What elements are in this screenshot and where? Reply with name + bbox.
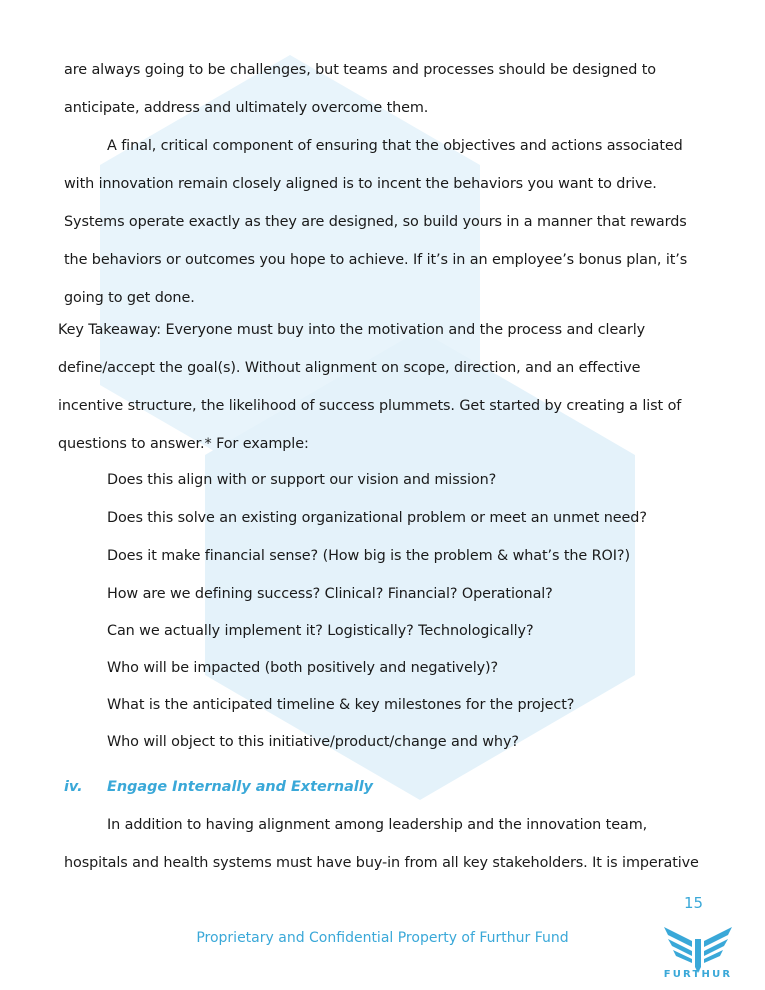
paragraph-2-line-3: Systems operate exactly as they are designed, so build yours in a manner that rewards <box>64 214 687 230</box>
paragraph-2-line-5: going to get done. <box>64 290 195 306</box>
paragraph-2-line-4: the behaviors or outcomes you hope to achieve. If it’s in an employee’s bonus plan, it’s <box>64 252 688 268</box>
paragraph-2-line-2: with innovation remain closely aligned is to incent the behaviors you want to drive. <box>64 176 657 192</box>
paragraph-2-line-1: A final, critical component of ensuring that the objectives and actions associated <box>107 138 683 154</box>
paragraph-3-line-1: In addition to having alignment among leadership and the innovation team, <box>107 817 648 833</box>
key-takeaway-line-3: incentive structure, the likelihood of success plummets. Get started by creating a list of <box>58 398 682 414</box>
key-takeaway-line-4: questions to answer.* For example: <box>58 436 309 452</box>
paragraph-3-line-2: hospitals and health systems must have buy-in from all key stakeholders. It is imperative <box>64 855 699 871</box>
paragraph-1-line-1: are always going to be challenges, but teams and processes should be designed to <box>64 62 656 78</box>
key-takeaway-line-2: define/accept the goal(s). Without alignment on scope, direction, and an effective <box>58 360 641 376</box>
question-item: Does this align with or support our vision and mission? <box>107 472 497 488</box>
key-takeaway-line-1: Key Takeaway: Everyone must buy into the motivation and the process and clearly <box>58 322 646 338</box>
question-item: What is the anticipated timeline & key milestones for the project? <box>107 697 575 713</box>
page-number: 15 <box>684 894 704 912</box>
section-heading-numeral: iv. <box>64 779 83 795</box>
furthur-logo-text: FURTHUR <box>663 969 733 980</box>
question-item: Can we actually implement it? Logistically? Technologically? <box>107 623 534 639</box>
question-item: How are we defining success? Clinical? Financial? Operational? <box>107 586 553 602</box>
question-item: Who will be impacted (both positively and negatively)? <box>107 660 499 676</box>
section-heading-title: Engage Internally and Externally <box>107 779 374 795</box>
question-item: Does it make financial sense? (How big is the problem & what’s the ROI?) <box>107 548 630 564</box>
question-item: Who will object to this initiative/product/change and why? <box>107 734 519 750</box>
footer-confidential-text: Proprietary and Confidential Property of Furthur Fund <box>196 930 569 946</box>
paragraph-1-line-2: anticipate, address and ultimately overcome them. <box>64 100 429 116</box>
question-item: Does this solve an existing organizational problem or meet an unmet need? <box>107 510 647 526</box>
